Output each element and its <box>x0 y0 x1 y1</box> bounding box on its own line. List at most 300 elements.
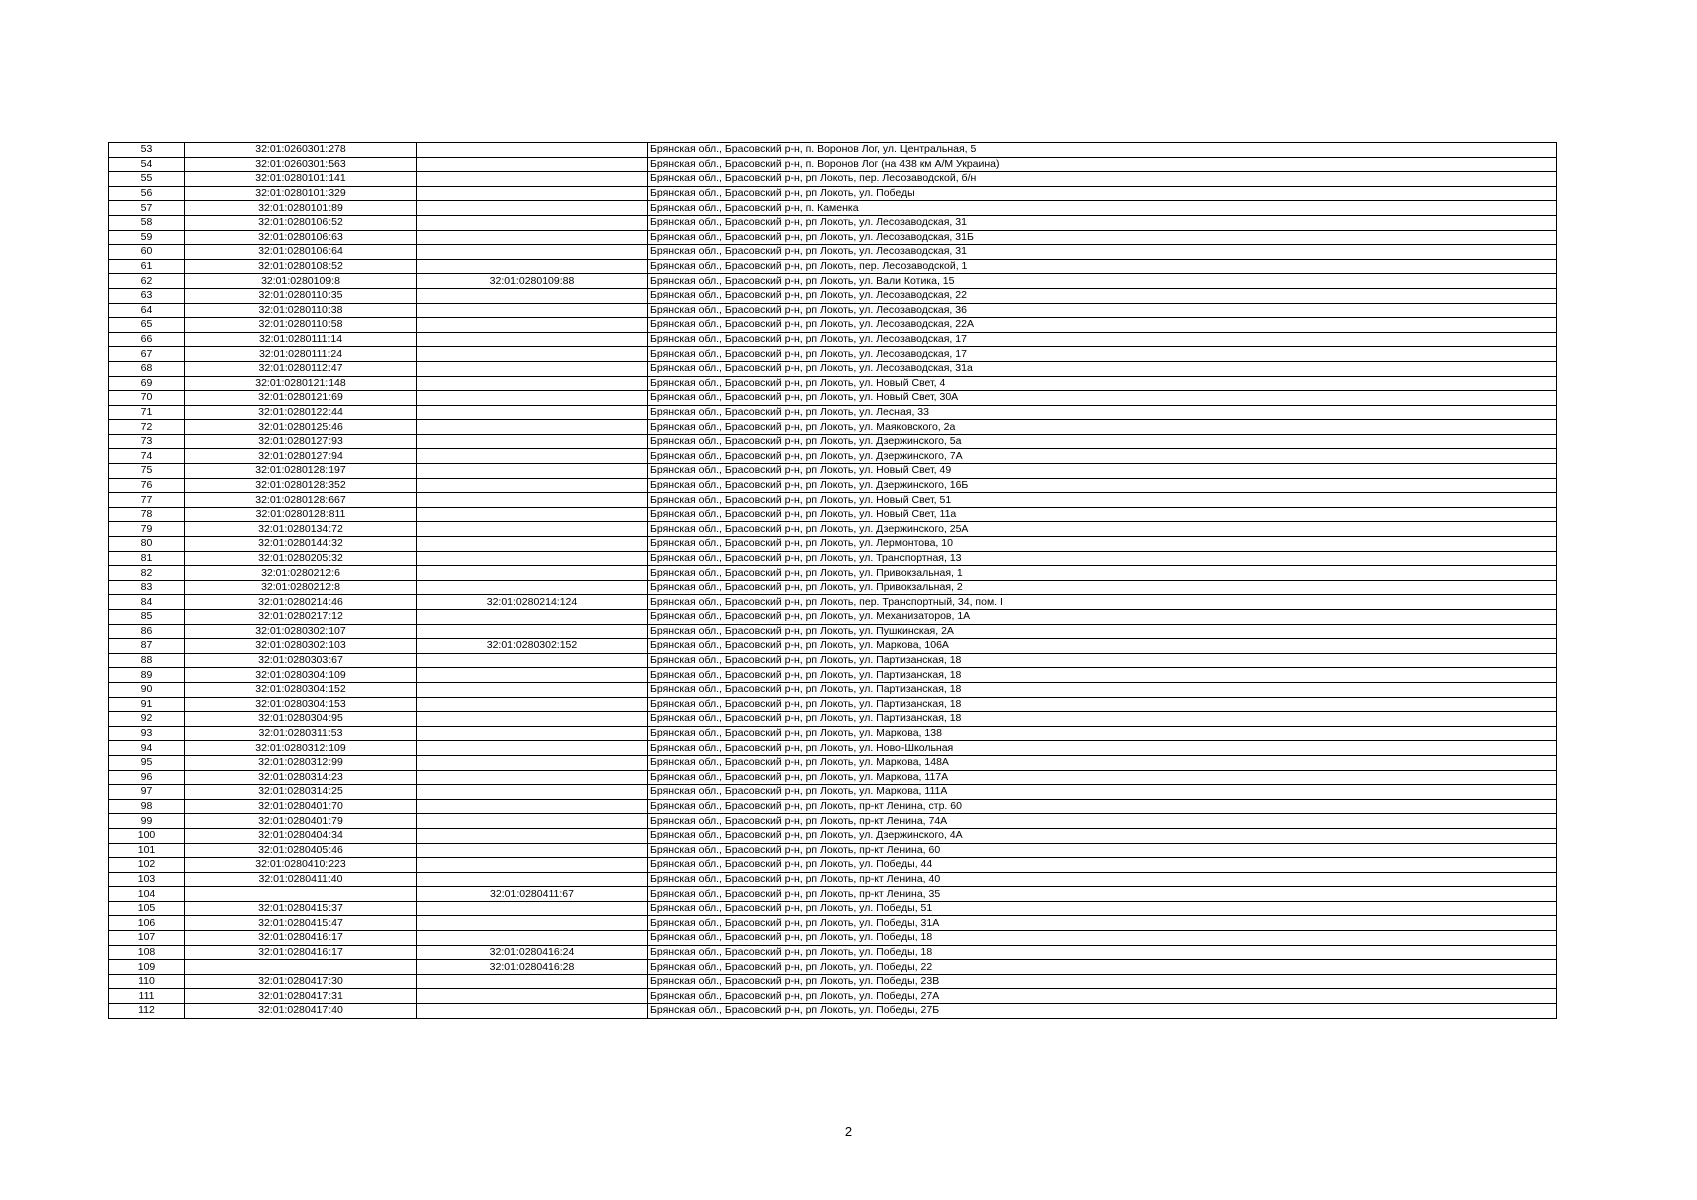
address-cell: Брянская обл., Брасовский р-н, рп Локоть, ул. Лесозаводская, 17 <box>648 332 1557 347</box>
row-number-cell: 79 <box>109 522 185 537</box>
address-cell: Брянская обл., Брасовский р-н, рп Локоть, ул. Лесозаводская, 22А <box>648 318 1557 333</box>
linked-cadastral-number-cell <box>417 303 648 318</box>
linked-cadastral-number-cell <box>417 610 648 625</box>
linked-cadastral-number-cell <box>417 1004 648 1019</box>
table-row <box>109 230 1557 245</box>
row-number-cell: 111 <box>109 989 185 1004</box>
address-cell: Брянская обл., Брасовский р-н, рп Локоть, ул. Партизанская, 18 <box>648 653 1557 668</box>
address-cell: Брянская обл., Брасовский р-н, рп Локоть, ул. Победы, 18 <box>648 945 1557 960</box>
table-row <box>109 318 1557 333</box>
cadastral-number-cell: 32:01:0280415:47 <box>185 916 417 931</box>
row-number-cell: 66 <box>109 332 185 347</box>
cadastral-number-cell: 32:01:0280417:40 <box>185 1004 417 1019</box>
address-cell: Брянская обл., Брасовский р-н, рп Локоть, ул. Привокзальная, 1 <box>648 566 1557 581</box>
address-cell: Брянская обл., Брасовский р-н, рп Локоть, пр-кт Ленина, 35 <box>648 887 1557 902</box>
linked-cadastral-number-cell: 32:01:0280416:28 <box>417 960 648 975</box>
address-cell: Брянская обл., Брасовский р-н, рп Локоть, ул. Лесозаводская, 36 <box>648 303 1557 318</box>
row-number-cell: 56 <box>109 186 185 201</box>
cadastral-number-cell: 32:01:0280106:64 <box>185 245 417 260</box>
address-cell: Брянская обл., Брасовский р-н, рп Локоть, ул. Дзержинского, 16Б <box>648 478 1557 493</box>
linked-cadastral-number-cell: 32:01:0280411:67 <box>417 887 648 902</box>
row-number-cell: 57 <box>109 201 185 216</box>
cadastral-number-cell: 32:01:0280311:53 <box>185 726 417 741</box>
row-number-cell: 110 <box>109 974 185 989</box>
row-number-cell: 54 <box>109 157 185 172</box>
address-cell: Брянская обл., Брасовский р-н, рп Локоть, ул. Партизанская, 18 <box>648 697 1557 712</box>
table-row <box>109 872 1557 887</box>
address-cell: Брянская обл., Брасовский р-н, рп Локоть, ул. Механизаторов, 1А <box>648 610 1557 625</box>
row-number-cell: 90 <box>109 682 185 697</box>
linked-cadastral-number-cell <box>417 785 648 800</box>
row-number-cell: 93 <box>109 726 185 741</box>
cadastral-number-cell: 32:01:0280110:35 <box>185 288 417 303</box>
table-row <box>109 989 1557 1004</box>
cadastral-number-cell: 32:01:0280416:17 <box>185 945 417 960</box>
linked-cadastral-number-cell <box>417 464 648 479</box>
linked-cadastral-number-cell <box>417 522 648 537</box>
table-row <box>109 522 1557 537</box>
linked-cadastral-number-cell <box>417 712 648 727</box>
row-number-cell: 85 <box>109 610 185 625</box>
linked-cadastral-number-cell <box>417 770 648 785</box>
row-number-cell: 94 <box>109 741 185 756</box>
table-row <box>109 391 1557 406</box>
property-registry-table <box>108 142 1557 1019</box>
linked-cadastral-number-cell <box>417 434 648 449</box>
address-cell: Брянская обл., Брасовский р-н, рп Локоть, ул. Победы, 44 <box>648 858 1557 873</box>
address-cell: Брянская обл., Брасовский р-н, п. Воронов Лог (на 438 км А/М Украина) <box>648 157 1557 172</box>
linked-cadastral-number-cell <box>417 288 648 303</box>
table-row <box>109 201 1557 216</box>
table-row <box>109 361 1557 376</box>
row-number-cell: 68 <box>109 361 185 376</box>
linked-cadastral-number-cell <box>417 551 648 566</box>
row-number-cell: 62 <box>109 274 185 289</box>
table-row <box>109 143 1557 158</box>
cadastral-number-cell: 32:01:0280109:8 <box>185 274 417 289</box>
table-row <box>109 682 1557 697</box>
table-row <box>109 653 1557 668</box>
table-row <box>109 843 1557 858</box>
address-cell: Брянская обл., Брасовский р-н, рп Локоть, пер. Лесозаводской, б/н <box>648 172 1557 187</box>
table-row <box>109 434 1557 449</box>
linked-cadastral-number-cell <box>417 726 648 741</box>
row-number-cell: 53 <box>109 143 185 158</box>
row-number-cell: 99 <box>109 814 185 829</box>
address-cell: Брянская обл., Брасовский р-н, рп Локоть, пр-кт Ленина, 60 <box>648 843 1557 858</box>
row-number-cell: 60 <box>109 245 185 260</box>
address-cell: Брянская обл., Брасовский р-н, рп Локоть, ул. Маркова, 148А <box>648 755 1557 770</box>
row-number-cell: 59 <box>109 230 185 245</box>
address-cell: Брянская обл., Брасовский р-н, рп Локоть, ул. Лермонтова, 10 <box>648 537 1557 552</box>
address-cell: Брянская обл., Брасовский р-н, рп Локоть, ул. Дзержинского, 7А <box>648 449 1557 464</box>
linked-cadastral-number-cell <box>417 566 648 581</box>
row-number-cell: 63 <box>109 288 185 303</box>
cadastral-number-cell: 32:01:0280304:153 <box>185 697 417 712</box>
table-row <box>109 712 1557 727</box>
row-number-cell: 86 <box>109 624 185 639</box>
table-row <box>109 347 1557 362</box>
address-cell: Брянская обл., Брасовский р-н, рп Локоть, пер. Транспортный, 34, пом. I <box>648 595 1557 610</box>
row-number-cell: 109 <box>109 960 185 975</box>
table-row <box>109 610 1557 625</box>
table-row <box>109 814 1557 829</box>
cadastral-number-cell: 32:01:0280302:103 <box>185 639 417 654</box>
row-number-cell: 80 <box>109 537 185 552</box>
cadastral-number-cell: 32:01:0280401:79 <box>185 814 417 829</box>
linked-cadastral-number-cell <box>417 347 648 362</box>
address-cell: Брянская обл., Брасовский р-н, рп Локоть, ул. Транспортная, 13 <box>648 551 1557 566</box>
table-row <box>109 741 1557 756</box>
table-row <box>109 464 1557 479</box>
linked-cadastral-number-cell <box>417 814 648 829</box>
linked-cadastral-number-cell <box>417 478 648 493</box>
registry-table-body <box>109 143 1557 1019</box>
row-number-cell: 64 <box>109 303 185 318</box>
linked-cadastral-number-cell <box>417 668 648 683</box>
row-number-cell: 108 <box>109 945 185 960</box>
cadastral-number-cell: 32:01:0260301:563 <box>185 157 417 172</box>
linked-cadastral-number-cell <box>417 405 648 420</box>
table-row <box>109 537 1557 552</box>
linked-cadastral-number-cell <box>417 858 648 873</box>
cadastral-number-cell: 32:01:0280106:63 <box>185 230 417 245</box>
address-cell: Брянская обл., Брасовский р-н, рп Локоть, ул. Лесозаводская, 22 <box>648 288 1557 303</box>
cadastral-number-cell: 32:01:0280411:40 <box>185 872 417 887</box>
address-cell: Брянская обл., Брасовский р-н, рп Локоть, ул. Привокзальная, 2 <box>648 580 1557 595</box>
cadastral-number-cell: 32:01:0280416:17 <box>185 931 417 946</box>
cadastral-number-cell: 32:01:0280110:38 <box>185 303 417 318</box>
cadastral-number-cell: 32:01:0280304:152 <box>185 682 417 697</box>
address-cell: Брянская обл., Брасовский р-н, рп Локоть, ул. Лесозаводская, 17 <box>648 347 1557 362</box>
table-row <box>109 858 1557 873</box>
cadastral-number-cell: 32:01:0280214:46 <box>185 595 417 610</box>
row-number-cell: 95 <box>109 755 185 770</box>
address-cell: Брянская обл., Брасовский р-н, п. Каменка <box>648 201 1557 216</box>
cadastral-number-cell: 32:01:0280314:25 <box>185 785 417 800</box>
address-cell: Брянская обл., Брасовский р-н, рп Локоть, ул. Маркова, 138 <box>648 726 1557 741</box>
address-cell: Брянская обл., Брасовский р-н, рп Локоть, ул. Ново-Школьная <box>648 741 1557 756</box>
address-cell: Брянская обл., Брасовский р-н, рп Локоть, ул. Победы, 31А <box>648 916 1557 931</box>
table-row <box>109 186 1557 201</box>
address-cell: Брянская обл., Брасовский р-н, рп Локоть, ул. Партизанская, 18 <box>648 668 1557 683</box>
table-row <box>109 376 1557 391</box>
cadastral-number-cell: 32:01:0280205:32 <box>185 551 417 566</box>
address-cell: Брянская обл., Брасовский р-н, рп Локоть, ул. Лесозаводская, 31 <box>648 245 1557 260</box>
cadastral-number-cell: 32:01:0280111:24 <box>185 347 417 362</box>
row-number-cell: 77 <box>109 493 185 508</box>
row-number-cell: 74 <box>109 449 185 464</box>
cadastral-number-cell: 32:01:0280144:32 <box>185 537 417 552</box>
address-cell: Брянская обл., Брасовский р-н, рп Локоть, ул. Вали Котика, 15 <box>648 274 1557 289</box>
linked-cadastral-number-cell <box>417 230 648 245</box>
cadastral-number-cell: 32:01:0280101:141 <box>185 172 417 187</box>
cadastral-number-cell: 32:01:0280112:47 <box>185 361 417 376</box>
table-row <box>109 931 1557 946</box>
linked-cadastral-number-cell <box>417 332 648 347</box>
linked-cadastral-number-cell: 32:01:0280109:88 <box>417 274 648 289</box>
linked-cadastral-number-cell <box>417 507 648 522</box>
cadastral-number-cell: 32:01:0280404:34 <box>185 828 417 843</box>
row-number-cell: 78 <box>109 507 185 522</box>
cadastral-number-cell: 32:01:0280106:52 <box>185 215 417 230</box>
cadastral-number-cell: 32:01:0280121:148 <box>185 376 417 391</box>
linked-cadastral-number-cell <box>417 755 648 770</box>
address-cell: Брянская обл., Брасовский р-н, рп Локоть, ул. Маяковского, 2а <box>648 420 1557 435</box>
table-row <box>109 785 1557 800</box>
cadastral-number-cell: 32:01:0280128:197 <box>185 464 417 479</box>
cadastral-number-cell: 32:01:0260301:278 <box>185 143 417 158</box>
table-row <box>109 960 1557 975</box>
address-cell: Брянская обл., Брасовский р-н, рп Локоть, пер. Лесозаводской, 1 <box>648 259 1557 274</box>
table-row <box>109 770 1557 785</box>
linked-cadastral-number-cell <box>417 376 648 391</box>
row-number-cell: 61 <box>109 259 185 274</box>
row-number-cell: 101 <box>109 843 185 858</box>
row-number-cell: 84 <box>109 595 185 610</box>
address-cell: Брянская обл., Брасовский р-н, рп Локоть, ул. Победы, 22 <box>648 960 1557 975</box>
cadastral-number-cell: 32:01:0280127:93 <box>185 434 417 449</box>
row-number-cell: 91 <box>109 697 185 712</box>
table-row <box>109 726 1557 741</box>
table-row <box>109 945 1557 960</box>
table-row <box>109 697 1557 712</box>
cadastral-number-cell <box>185 887 417 902</box>
row-number-cell: 71 <box>109 405 185 420</box>
linked-cadastral-number-cell <box>417 420 648 435</box>
address-cell: Брянская обл., Брасовский р-н, рп Локоть, ул. Победы, 51 <box>648 901 1557 916</box>
linked-cadastral-number-cell <box>417 318 648 333</box>
table-row <box>109 595 1557 610</box>
row-number-cell: 67 <box>109 347 185 362</box>
address-cell: Брянская обл., Брасовский р-н, рп Локоть, ул. Партизанская, 18 <box>648 712 1557 727</box>
cadastral-number-cell: 32:01:0280302:107 <box>185 624 417 639</box>
table-row <box>109 449 1557 464</box>
row-number-cell: 103 <box>109 872 185 887</box>
row-number-cell: 106 <box>109 916 185 931</box>
cadastral-number-cell: 32:01:0280304:109 <box>185 668 417 683</box>
linked-cadastral-number-cell <box>417 799 648 814</box>
address-cell: Брянская обл., Брасовский р-н, рп Локоть, ул. Маркова, 117А <box>648 770 1557 785</box>
linked-cadastral-number-cell <box>417 245 648 260</box>
row-number-cell: 89 <box>109 668 185 683</box>
address-cell: Брянская обл., Брасовский р-н, рп Локоть, ул. Маркова, 106А <box>648 639 1557 654</box>
row-number-cell: 88 <box>109 653 185 668</box>
linked-cadastral-number-cell <box>417 186 648 201</box>
linked-cadastral-number-cell <box>417 828 648 843</box>
row-number-cell: 100 <box>109 828 185 843</box>
cadastral-number-cell: 32:01:0280312:99 <box>185 755 417 770</box>
table-row <box>109 580 1557 595</box>
cadastral-number-cell: 32:01:0280405:46 <box>185 843 417 858</box>
linked-cadastral-number-cell <box>417 391 648 406</box>
linked-cadastral-number-cell <box>417 901 648 916</box>
cadastral-number-cell: 32:01:0280304:95 <box>185 712 417 727</box>
table-row <box>109 332 1557 347</box>
table-row <box>109 639 1557 654</box>
linked-cadastral-number-cell <box>417 215 648 230</box>
row-number-cell: 83 <box>109 580 185 595</box>
address-cell: Брянская обл., Брасовский р-н, рп Локоть, ул. Пушкинская, 2А <box>648 624 1557 639</box>
linked-cadastral-number-cell <box>417 653 648 668</box>
cadastral-number-cell: 32:01:0280410:223 <box>185 858 417 873</box>
linked-cadastral-number-cell <box>417 201 648 216</box>
row-number-cell: 92 <box>109 712 185 727</box>
linked-cadastral-number-cell <box>417 741 648 756</box>
row-number-cell: 82 <box>109 566 185 581</box>
address-cell: Брянская обл., Брасовский р-н, рп Локоть, ул. Победы <box>648 186 1557 201</box>
row-number-cell: 96 <box>109 770 185 785</box>
linked-cadastral-number-cell <box>417 157 648 172</box>
table-row <box>109 274 1557 289</box>
linked-cadastral-number-cell <box>417 493 648 508</box>
table-row <box>109 668 1557 683</box>
address-cell: Брянская обл., Брасовский р-н, рп Локоть, ул. Новый Свет, 4 <box>648 376 1557 391</box>
table-row <box>109 901 1557 916</box>
cadastral-number-cell: 32:01:0280111:14 <box>185 332 417 347</box>
table-row <box>109 303 1557 318</box>
table-row <box>109 624 1557 639</box>
cadastral-number-cell: 32:01:0280417:30 <box>185 974 417 989</box>
linked-cadastral-number-cell <box>417 843 648 858</box>
address-cell: Брянская обл., Брасовский р-н, рп Локоть, пр-кт Ленина, 40 <box>648 872 1557 887</box>
table-row <box>109 215 1557 230</box>
cadastral-number-cell: 32:01:0280128:667 <box>185 493 417 508</box>
cadastral-number-cell: 32:01:0280212:6 <box>185 566 417 581</box>
table-row <box>109 887 1557 902</box>
linked-cadastral-number-cell <box>417 580 648 595</box>
cadastral-number-cell: 32:01:0280110:58 <box>185 318 417 333</box>
linked-cadastral-number-cell <box>417 974 648 989</box>
linked-cadastral-number-cell <box>417 916 648 931</box>
cadastral-number-cell: 32:01:0280134:72 <box>185 522 417 537</box>
row-number-cell: 102 <box>109 858 185 873</box>
row-number-cell: 55 <box>109 172 185 187</box>
linked-cadastral-number-cell <box>417 449 648 464</box>
cadastral-number-cell: 32:01:0280125:46 <box>185 420 417 435</box>
linked-cadastral-number-cell <box>417 697 648 712</box>
address-cell: Брянская обл., Брасовский р-н, рп Локоть, ул. Победы, 27Б <box>648 1004 1557 1019</box>
row-number-cell: 76 <box>109 478 185 493</box>
row-number-cell: 98 <box>109 799 185 814</box>
address-cell: Брянская обл., Брасовский р-н, рп Локоть, пр-кт Ленина, стр. 60 <box>648 799 1557 814</box>
table-row <box>109 405 1557 420</box>
linked-cadastral-number-cell: 32:01:0280214:124 <box>417 595 648 610</box>
linked-cadastral-number-cell: 32:01:0280302:152 <box>417 639 648 654</box>
table-row <box>109 551 1557 566</box>
table-row <box>109 288 1557 303</box>
table-row <box>109 799 1557 814</box>
cadastral-number-cell: 32:01:0280417:31 <box>185 989 417 1004</box>
cadastral-number-cell: 32:01:0280314:23 <box>185 770 417 785</box>
table-row <box>109 916 1557 931</box>
row-number-cell: 97 <box>109 785 185 800</box>
row-number-cell: 69 <box>109 376 185 391</box>
row-number-cell: 87 <box>109 639 185 654</box>
address-cell: Брянская обл., Брасовский р-н, рп Локоть, ул. Дзержинского, 4А <box>648 828 1557 843</box>
cadastral-number-cell <box>185 960 417 975</box>
row-number-cell: 107 <box>109 931 185 946</box>
cadastral-number-cell: 32:01:0280415:37 <box>185 901 417 916</box>
linked-cadastral-number-cell <box>417 143 648 158</box>
linked-cadastral-number-cell <box>417 259 648 274</box>
linked-cadastral-number-cell <box>417 537 648 552</box>
address-cell: Брянская обл., Брасовский р-н, рп Локоть, ул. Партизанская, 18 <box>648 682 1557 697</box>
cadastral-number-cell: 32:01:0280121:69 <box>185 391 417 406</box>
linked-cadastral-number-cell <box>417 624 648 639</box>
address-cell: Брянская обл., Брасовский р-н, рп Локоть, ул. Победы, 23В <box>648 974 1557 989</box>
address-cell: Брянская обл., Брасовский р-н, рп Локоть, ул. Дзержинского, 5а <box>648 434 1557 449</box>
row-number-cell: 65 <box>109 318 185 333</box>
table-row <box>109 245 1557 260</box>
address-cell: Брянская обл., Брасовский р-н, п. Воронов Лог, ул. Центральная, 5 <box>648 143 1557 158</box>
cadastral-number-cell: 32:01:0280101:89 <box>185 201 417 216</box>
table-row <box>109 1004 1557 1019</box>
address-cell: Брянская обл., Брасовский р-н, рп Локоть, ул. Победы, 18 <box>648 931 1557 946</box>
address-cell: Брянская обл., Брасовский р-н, рп Локоть, ул. Лесная, 33 <box>648 405 1557 420</box>
page-number: 2 <box>844 1124 853 1139</box>
cadastral-number-cell: 32:01:0280217:12 <box>185 610 417 625</box>
row-number-cell: 73 <box>109 434 185 449</box>
row-number-cell: 58 <box>109 215 185 230</box>
row-number-cell: 112 <box>109 1004 185 1019</box>
address-cell: Брянская обл., Брасовский р-н, рп Локоть, ул. Новый Свет, 51 <box>648 493 1557 508</box>
table-row <box>109 172 1557 187</box>
table-row <box>109 157 1557 172</box>
row-number-cell: 70 <box>109 391 185 406</box>
row-number-cell: 81 <box>109 551 185 566</box>
linked-cadastral-number-cell <box>417 989 648 1004</box>
table-row <box>109 420 1557 435</box>
address-cell: Брянская обл., Брасовский р-н, рп Локоть, ул. Лесозаводская, 31Б <box>648 230 1557 245</box>
table-row <box>109 259 1557 274</box>
address-cell: Брянская обл., Брасовский р-н, рп Локоть, ул. Дзержинского, 25А <box>648 522 1557 537</box>
address-cell: Брянская обл., Брасовский р-н, рп Локоть, ул. Новый Свет, 30А <box>648 391 1557 406</box>
cadastral-number-cell: 32:01:0280101:329 <box>185 186 417 201</box>
address-cell: Брянская обл., Брасовский р-н, рп Локоть, ул. Победы, 27А <box>648 989 1557 1004</box>
cadastral-number-cell: 32:01:0280122:44 <box>185 405 417 420</box>
table-row <box>109 974 1557 989</box>
linked-cadastral-number-cell <box>417 172 648 187</box>
table-row <box>109 566 1557 581</box>
linked-cadastral-number-cell <box>417 931 648 946</box>
address-cell: Брянская обл., Брасовский р-н, рп Локоть, пр-кт Ленина, 74А <box>648 814 1557 829</box>
table-row <box>109 493 1557 508</box>
row-number-cell: 104 <box>109 887 185 902</box>
cadastral-number-cell: 32:01:0280312:109 <box>185 741 417 756</box>
cadastral-number-cell: 32:01:0280303:67 <box>185 653 417 668</box>
row-number-cell: 75 <box>109 464 185 479</box>
cadastral-number-cell: 32:01:0280108:52 <box>185 259 417 274</box>
cadastral-number-cell: 32:01:0280212:8 <box>185 580 417 595</box>
table-row <box>109 478 1557 493</box>
row-number-cell: 72 <box>109 420 185 435</box>
cadastral-number-cell: 32:01:0280401:70 <box>185 799 417 814</box>
cadastral-number-cell: 32:01:0280128:811 <box>185 507 417 522</box>
address-cell: Брянская обл., Брасовский р-н, рп Локоть, ул. Новый Свет, 49 <box>648 464 1557 479</box>
address-cell: Брянская обл., Брасовский р-н, рп Локоть, ул. Маркова, 111А <box>648 785 1557 800</box>
address-cell: Брянская обл., Брасовский р-н, рп Локоть, ул. Лесозаводская, 31а <box>648 361 1557 376</box>
table-row <box>109 507 1557 522</box>
linked-cadastral-number-cell: 32:01:0280416:24 <box>417 945 648 960</box>
row-number-cell: 105 <box>109 901 185 916</box>
address-cell: Брянская обл., Брасовский р-н, рп Локоть, ул. Лесозаводская, 31 <box>648 215 1557 230</box>
table-row <box>109 828 1557 843</box>
table-row <box>109 755 1557 770</box>
linked-cadastral-number-cell <box>417 872 648 887</box>
linked-cadastral-number-cell <box>417 361 648 376</box>
cadastral-number-cell: 32:01:0280128:352 <box>185 478 417 493</box>
